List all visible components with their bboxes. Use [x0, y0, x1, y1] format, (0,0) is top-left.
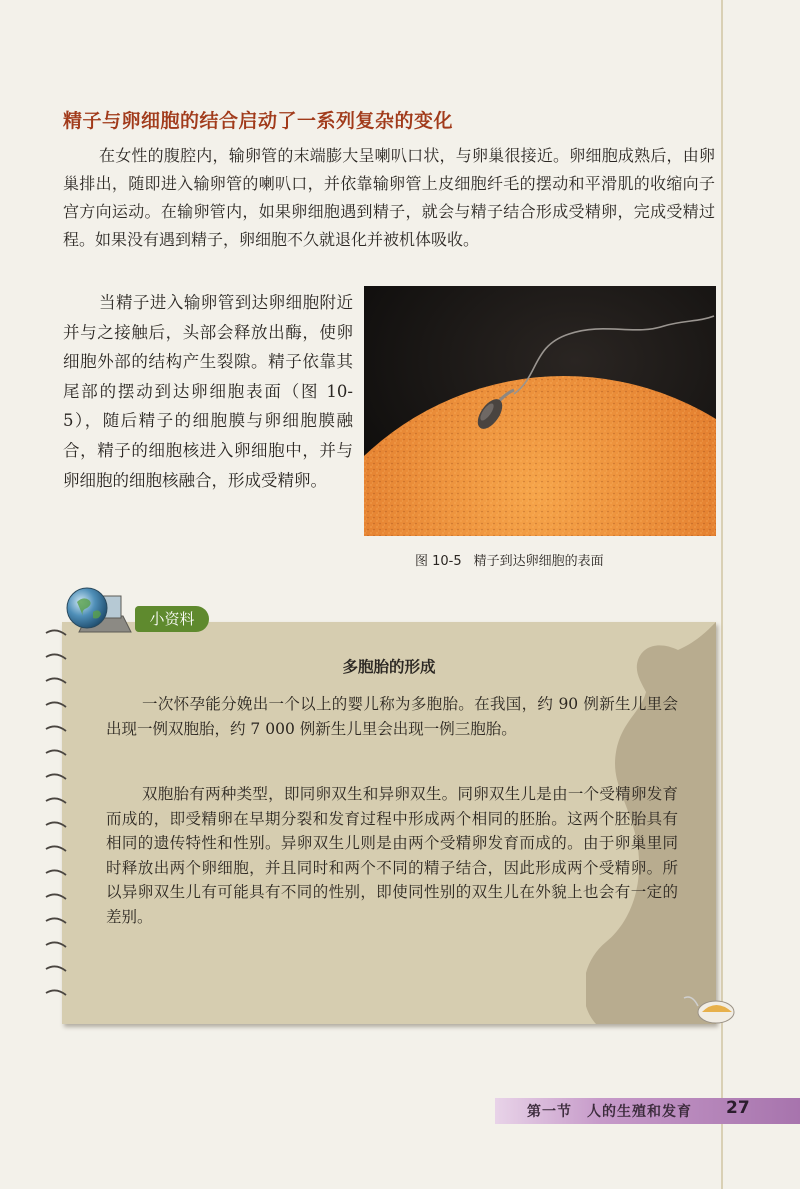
info-box-title: 多胞胎的形成 — [342, 658, 436, 676]
body-paragraph-2: 当精子进入输卵管到达卵细胞附近并与之接触后，头部会释放出酶，使卵细胞外部的结构产生裂隙。精子依靠其尾部的摆动到达卵细胞表面（图 10-5），随后精子的细胞膜与卵细胞膜融合，精子的细胞核进入卵细胞中，并与卵细胞的细胞核融合，形成受精卵。 — [63, 293, 353, 490]
info-box-paragraph-1: 一次怀孕能分娩出一个以上的婴儿称为多胞胎。在我国，约 90 例新生儿里会出现一例双胞胎，约 7 000 例新生儿里会出现一例三胞胎。 — [106, 695, 678, 738]
page-number: 27 — [726, 1098, 750, 1118]
info-box-paragraph-2: 双胞胎有两种类型，即同卵双生和异卵双生。同卵双生儿是由一个受精卵发育而成的，即受精卵在早期分裂和发育过程中形成两个相同的胚胎。这两个胚胎具有相同的遗传特性和性别。异卵双生儿则是由两个受精卵发育而成的。由于卵巢里同时释放出两个卵细胞，并且同时和两个不同的精子结合，因此形成两个受精卵。所以异卵双生儿有可能具有不同的性别，即使同性别的双生儿在外貌上也会有一定的差别。 — [106, 785, 678, 926]
info-box-tab-label: 小资料 — [135, 606, 209, 632]
figure-sperm-egg-photo — [364, 286, 716, 536]
figure-caption — [415, 550, 616, 569]
notebook-spiral-icon — [40, 625, 70, 1025]
computer-mouse-icon — [682, 994, 736, 1026]
info-box — [62, 622, 716, 1024]
globe-laptop-icon — [63, 582, 143, 638]
body-paragraph-1: 在女性的腹腔内，输卵管的末端膨大呈喇叭口状，与卵巢很接近。卵细胞成熟后，由卵巢排出，随即进入输卵管的喇叭口，并依靠输卵管上皮细胞纤毛的摆动和平滑肌的收缩向子宫方向运动。在输卵管内，如果卵细胞遇到精子，就会与精子结合形成受精卵，完成受精过程。如果没有遇到精子，卵细胞不久就退化并被机体吸收。 — [63, 146, 715, 249]
section-heading: 精子与卵细胞的结合启动了一系列复杂的变化 — [63, 110, 454, 132]
footer-section-label: 第一节 人的生殖和发育 — [527, 1104, 692, 1120]
figure-caption-text: 精子到达卵细胞的表面 — [473, 554, 604, 569]
figure-number: 图 10-5 — [415, 554, 462, 569]
